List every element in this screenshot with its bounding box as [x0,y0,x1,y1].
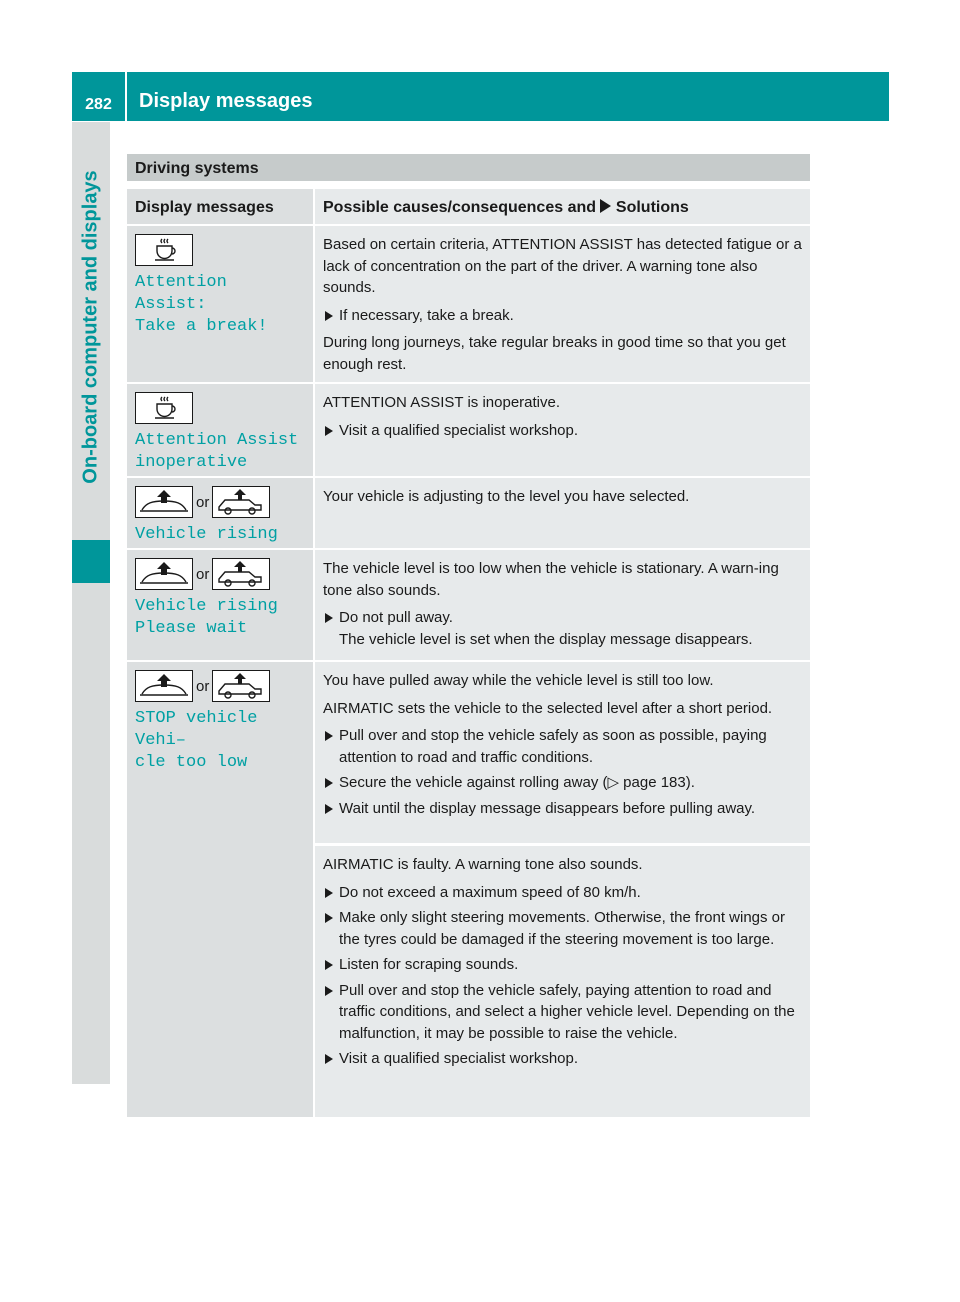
table-row-4-display [127,550,313,660]
side-tab-marker [72,540,110,583]
col-causes-label-pre: Possible causes/consequences and [323,199,601,216]
vehicle-level-car-icon [212,558,270,590]
display-message-text: STOP vehicle Vehi– cle too low [135,709,258,772]
solution-step: Pull over and stop the vehicle safely, paying attention to road and traffic conditions, and select a higher vehicle level. Depending on the malfunction, it may be possible to raise the vehicle. [323,980,804,1045]
cause-text: You have pulled away while the vehicle level is still too low. [323,672,714,689]
header-divider [125,72,127,121]
section-title: Driving systems [127,154,810,181]
cause-text: The vehicle level is too low when the vehicle is stationary. A warn-ing tone also sounds. [323,560,779,599]
or-label: or [196,565,210,583]
solution-step: Pull over and stop the vehicle safely as soon as possible, paying attention to road and traffic conditions. [323,725,804,768]
display-message-text: Attention Assist: Take a break! [135,273,268,336]
vehicle-level-up-icon [135,486,193,518]
table-row-1-causes [315,226,810,382]
coffee-cup-icon [135,392,193,424]
vehicle-level-up-icon [135,558,193,590]
table-header-causes [315,189,810,224]
table-row-1-display [127,226,313,382]
table-row-2-causes [315,384,810,476]
solution-step: Do not pull away. [323,607,804,629]
table-row-5-display [127,662,313,1117]
solution-step: Secure the vehicle against rolling away (▷ page 183). [323,772,804,794]
table-row-2-display [127,384,313,476]
display-message-text: Attention Assist inoperative [135,431,299,472]
solution-step: Wait until the display message disappears before pulling away. [323,798,804,820]
side-tab-label-wrap [72,122,110,532]
page-number: 282 [85,96,112,113]
solution-step: Visit a qualified specialist workshop. [323,420,804,442]
cause-text: AIRMATIC is faulty. A warning tone also sounds. [323,856,643,873]
cause-text: During long journeys, take regular breaks in good time so that you get enough rest. [323,334,786,373]
vehicle-level-up-icon [135,670,193,702]
solution-step: Make only slight steering movements. Otherwise, the front wings or the tyres could be damaged if the steering movement is too large. [323,907,804,950]
col-causes-label-post: Solutions [611,199,689,216]
display-message-text: Vehicle rising [135,525,278,544]
solution-step: Listen for scraping sounds. [323,954,804,976]
table-row-5-causes-a [315,662,810,843]
vehicle-level-car-icon [212,670,270,702]
table-row-4-causes [315,550,810,660]
cause-text: AIRMATIC sets the vehicle to the selected level after a short period. [323,699,773,717]
side-tab-label: On-board computer and displays [79,170,102,484]
cause-text: Based on certain criteria, ATTENTION ASSIST has detected fatigue or a lack of concentration on the part of the driver. A warning tone also sounds. [323,236,802,296]
cause-text: Your vehicle is adjusting to the level you have selected. [323,488,690,505]
or-label: or [196,493,210,511]
page-title: Display messages [139,90,313,112]
or-label: or [196,677,210,695]
solution-arrow-icon [600,199,611,213]
solution-step: Visit a qualified specialist workshop. [323,1048,804,1070]
table-row-3-causes [315,478,810,548]
coffee-cup-icon [135,234,193,266]
col-display-label: Display messages [135,199,274,216]
cause-text: ATTENTION ASSIST is inoperative. [323,394,561,411]
vehicle-level-car-icon [212,486,270,518]
solution-step: If necessary, take a break. [323,305,804,327]
solution-step: Do not exceed a maximum speed of 80 km/h. [323,882,804,904]
solution-note: The vehicle level is set when the display message disappears. [339,630,753,648]
table-header-display [127,189,313,224]
display-message-text: Vehicle rising Please wait [135,597,278,638]
table-row-3-display [127,478,313,548]
table-row-5-causes-b [315,846,810,1117]
